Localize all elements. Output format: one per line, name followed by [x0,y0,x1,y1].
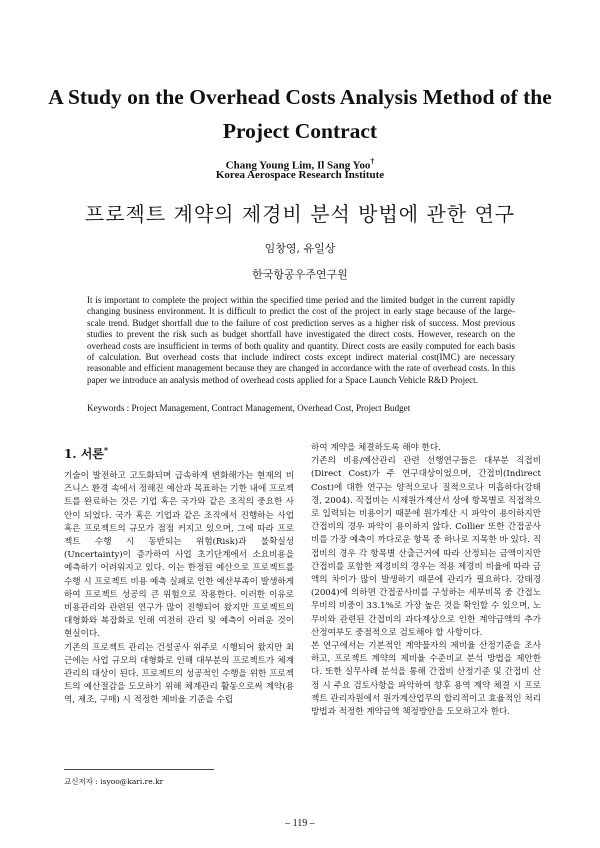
section-heading [64,442,294,462]
keywords: Keywords : Project Management, Contract Management, Overhead Cost, Project Budget [87,403,411,413]
paragraph-study-aim: 본 연구에서는 기본적인 계약물자의 제비율 산정기준을 조사하고, 프로젝트 계약의 제비율 수준비교 분석 방법을 제안한다. 또한 실무사례 분석을 통해 간접비 산정기준 및 간접비 산정 시 주요 검토사항을 파악하여 향후 용역 계약 체결 시 프로젝트 관리자원에서 원가계산업무의 합리적이고 효율적인 처리방법과 적정한 계약금액 책정방안을 도모하고자 한다. [311,641,541,718]
section-heading-text: 1. 서론 [64,447,104,461]
body-column-left [64,442,294,708]
paper-title-line-1: A Study on the Overhead Costs Analysis Method of the [48,85,552,109]
footnote-corresponding-author: 교신저자 : isyoo@kari.re.kr [64,777,164,786]
institution-english: Korea Aerospace Research Institute [215,169,385,181]
section-heading-mark: * [103,445,109,455]
paper-title-line-2: Project Contract [222,119,378,143]
authors-korean: 임창영, 유일상 [264,242,336,255]
abstract: It is important to complete the project within the specified time period and the limited budget in the current rapidly changing business environment. It is difficult to predict the cost of the project in early stage because of the large-scale trend. Budget shortfall due to the failure of cost prediction serves as a higher risk of success. Most previous studies to prevent the risk such as budget shortfall have investigated the direct costs. However, research on the overhead costs are insufficient in terms of both quality and quantity. Direct costs are easily computed for each basis of calculation. But overhead costs that include indirect costs except indirect material cost(IMC) are necessary reasonable and efficient management because they are changed in accordance with the rate of overhead costs. In this paper we introduce an analysis method of overhead costs applied for a Space Launch Vehicle R&D Project. [87,295,515,385]
paper-title-korean: 프로젝트 계약의 제경비 분석 방법에 관한 연구 [84,202,516,226]
corresponding-author-mark: † [370,157,375,166]
paragraph-prior-research: 기존의 비용/예산관리 관련 선행연구들은 대부분 직접비(Direct Cost)가 주 연구대상이었으며, 간접비(Indirect Cost)에 대한 연구는 양적으로나 질적으로나 미흡하다(강태경, 2004). 직접비는 시제원가계산서 상에 항목별로 직접적으로 입력되는 비용이기 때문에 원가계산 시 파악이 용이하지만 간접비의 경우 파악이 용이하지 않다. Collier 또한 간접공사비를 가장 예측이 까다로운 항목 중 하나로 지목한 바 있다. 직접비의 경우 각 항목별 산출근거에 따라 산정되는 금액이지만 간접비를 포함한 제경비의 경우는 적용 제경비 비율에 따라 금액의 차이가 많이 발생하기 때문에 관리가 필요하다. 강태경(2004)에 의하면 간접공사비를 구성하는 세부비목 중 간접노무비의 비중이 33.1%로 가장 높은 것을 확인할 수 있으며, 노무비와 관련된 간접비의 과다계상으로 인한 계약금액의 추가 산정여부도 중점적으로 검토해야 할 사항이다. [311,456,541,638]
page-number: – 119 – [285,818,315,829]
paragraph-continuation: 하여 계약을 체결하도록 해야 한다. [311,443,441,453]
institution-korean: 한국항공우주연구원 [252,268,348,281]
body-column-right [311,442,541,719]
footnote-divider [64,769,214,770]
paragraph-intro-1: 기술이 발전하고 고도화되며 급속하게 변화해가는 현재의 비즈니스 환경 속에서 정해진 예산과 목표하는 기한 내에 프로젝트를 완료하는 것은 기업 혹은 국가와 같은 조직의 중요한 사안이 되었다. 국가 혹은 기업과 같은 조직에서 진행하는 사업 혹은 프로젝트의 규모가 점점 커지고 있으며, 그에 따라 프로젝트 수행 시 동반되는 위험(Risk)과 불확실성(Uncertainty)이 증가하여 사업 초기단계에서 소요비용을 예측하기 어려워지고 있다. 이는 한정된 예산으로 프로젝트를 수행 시 프로젝트 비용 예측 실패로 인한 예산부족이 발생하게 하여 프로젝트 성공의 큰 위험으로 작용한다. 이러한 이유로 비용관리와 관련된 연구가 많이 진행되어 왔지만 프로젝트의 대형화와 복잡화로 인해 여전히 관리 및 예측이 어려운 것이 현실이다. [64,471,294,640]
paragraph-intro-2: 기존의 프로젝트 관리는 건설공사 위주로 시행되어 왔지만 최근에는 사업 규모의 대형화로 인해 대부분의 프로젝트가 체계관리의 대상이 된다. 프로젝트의 성공적인 수행을 위한 프로젝트의 예산절감을 도모하기 위해 체계관리 활동으로써 계약(용역, 제조, 구매) 시 적정한 제비율 기준을 수립 [64,642,294,706]
authors-names: Chang Young Lim, Il Sang Yoo [225,159,371,172]
